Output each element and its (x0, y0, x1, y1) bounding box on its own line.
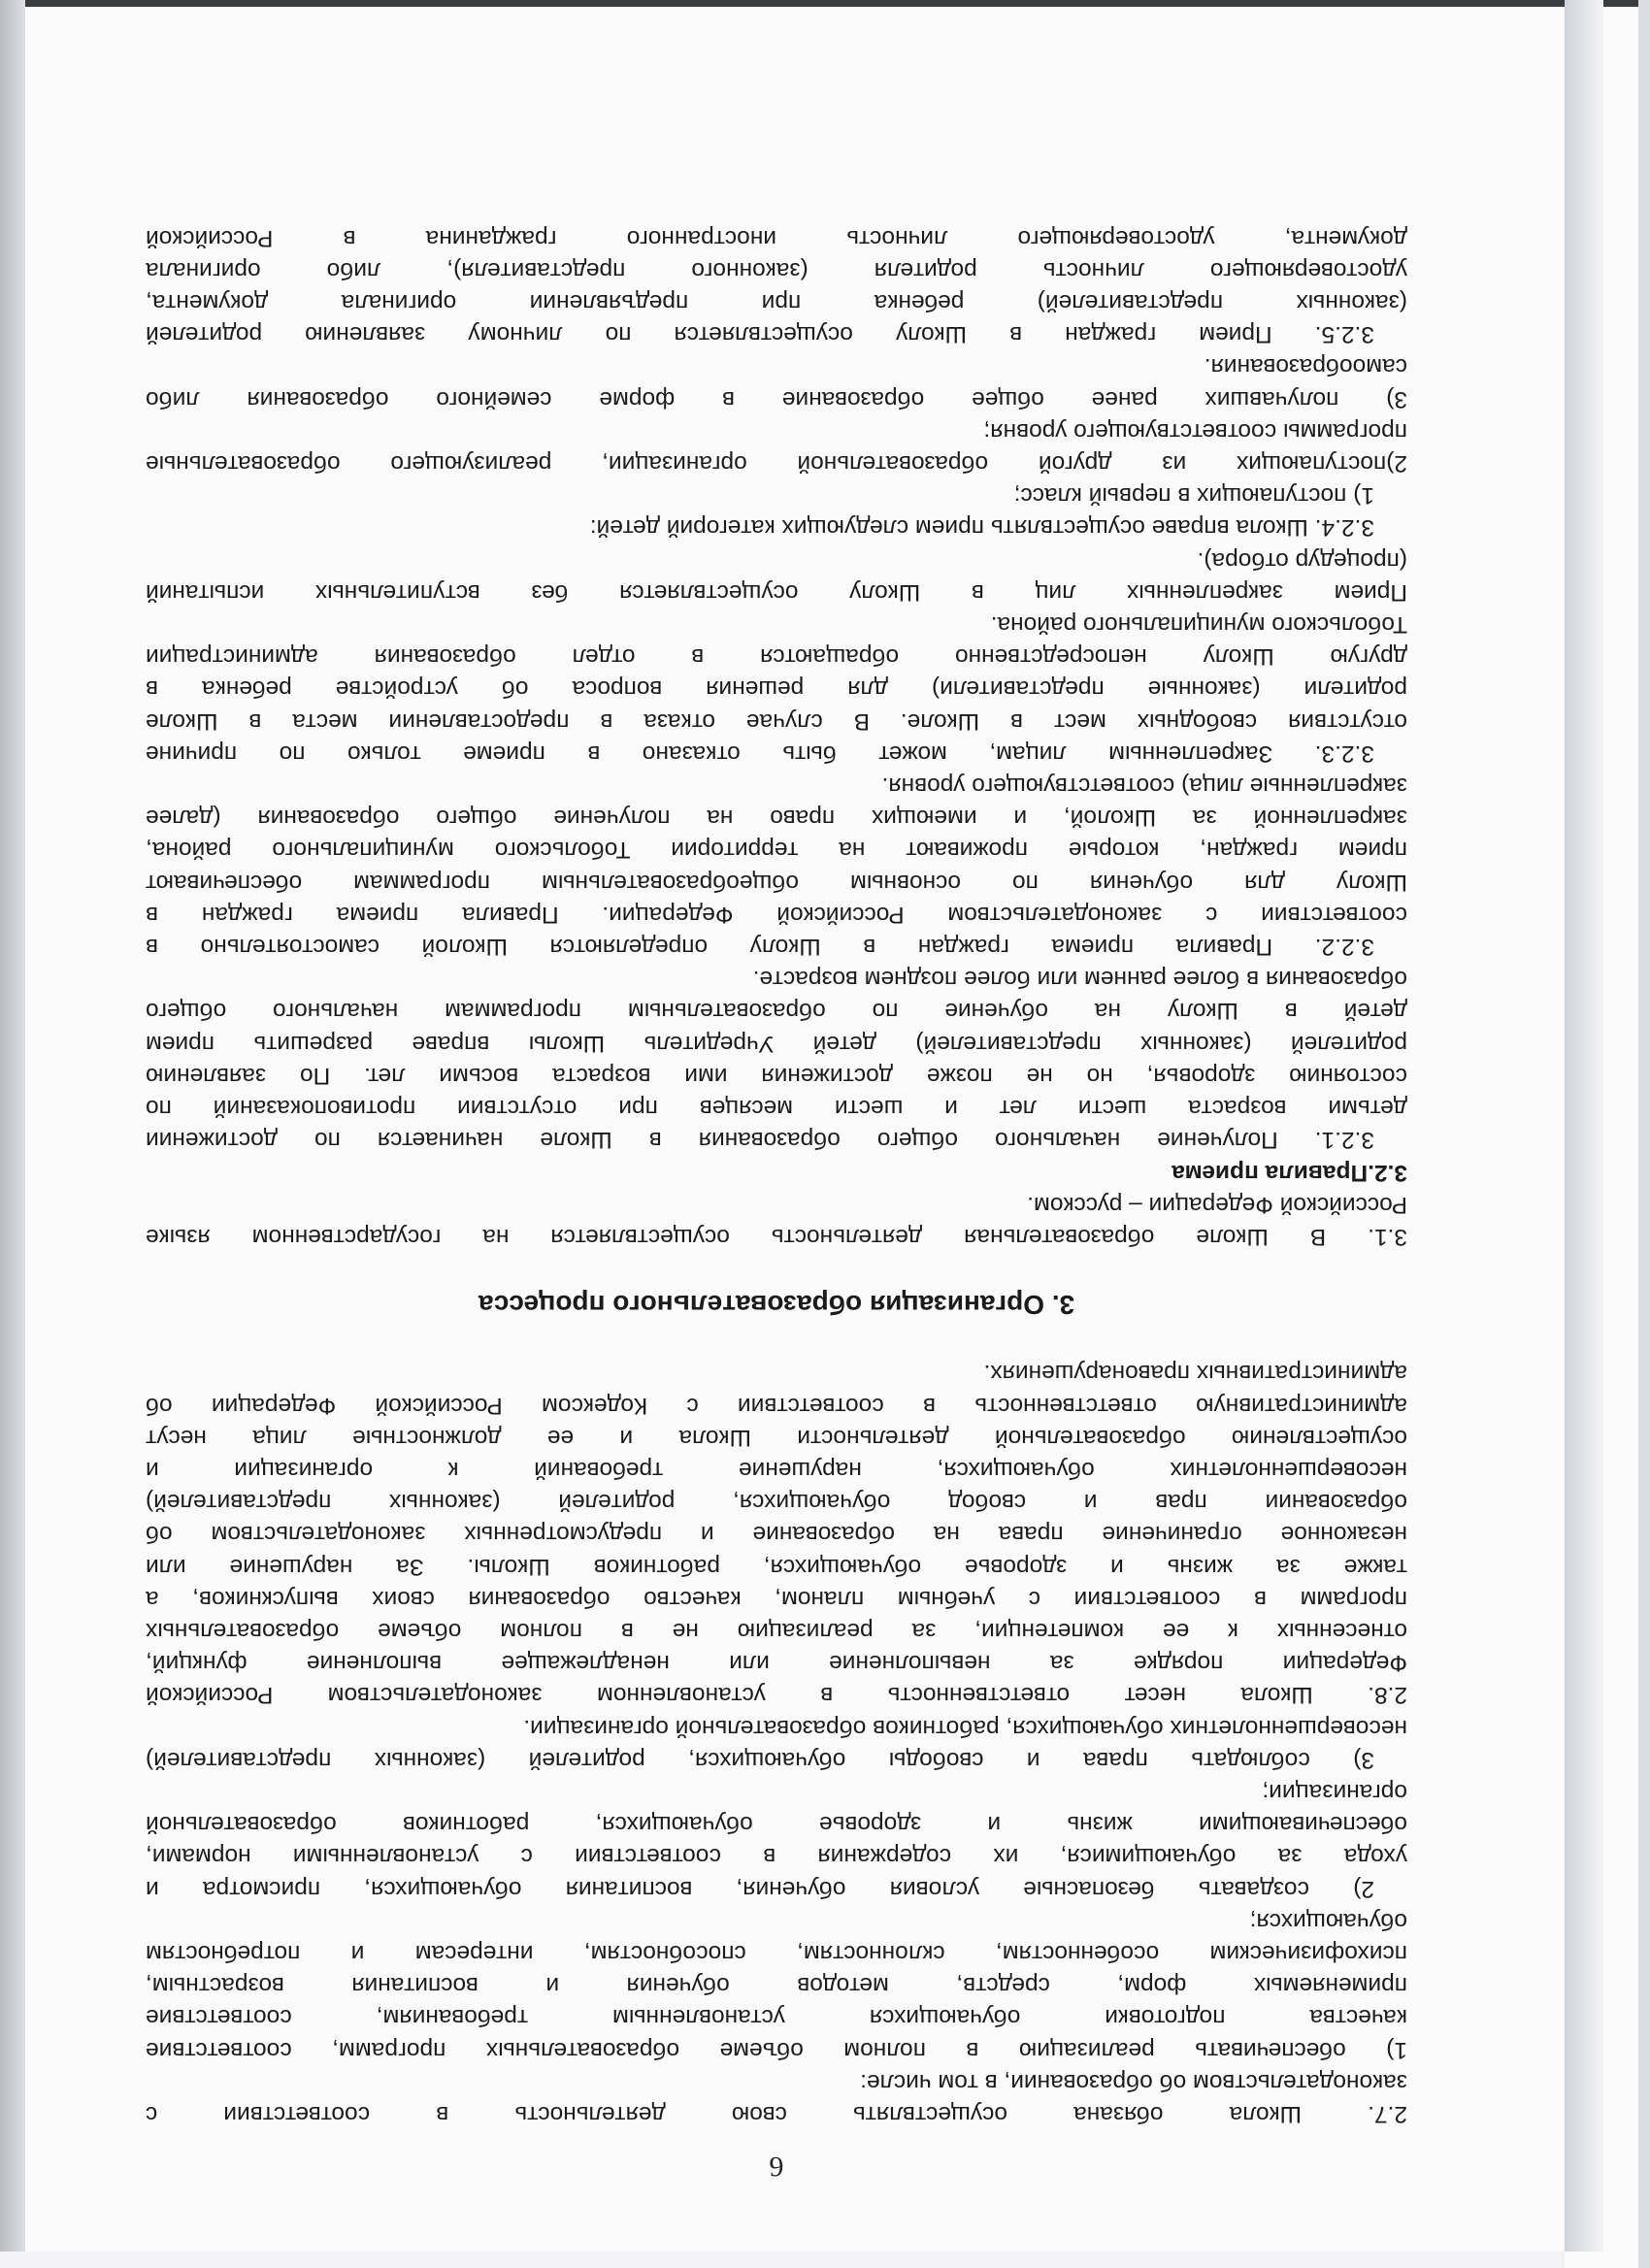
text-line: 3.2.2. Правила приема граждан в Школу определяются Школой самостоятельно в (146, 934, 1374, 961)
text-line: 2.7. Школа обязана осуществлять свою деятельность в соответствии с (146, 2101, 1407, 2127)
text-line: административную ответственность в соответствии с Кодексом Российской Федерации об (146, 1392, 1407, 1419)
list-item: 3) соблюдать права и свободы обучающихся, родителей (законных представителей) (146, 1746, 1374, 1773)
text-line: 2.8. Школа несет ответственность в установленном законодательством Российской (146, 1682, 1407, 1709)
text-line: программ в соответствии с учебным планом, качество образования своих выпускников, а (146, 1585, 1407, 1612)
text-line: программы соответствующего уровня; (983, 417, 1407, 444)
text-line: родители (законные представители) для решения вопроса об устройстве ребенка в (146, 675, 1407, 703)
text-line: закрепленной за Школой, и имеющих право на получение общего образования (далее (146, 805, 1407, 832)
text-line: детей в Школу на обучение по образовательным программам начального общего (146, 998, 1407, 1025)
list-item: 1) поступающих в первый класс; (1013, 482, 1374, 509)
text-line: (законных представителей) ребенка при предъявлении оригинала документа, (146, 289, 1407, 316)
text-line: прием граждан, которые проживают на территории Тобольского муниципального района, (146, 837, 1407, 864)
text-line: 3.2.4. Школа вправе осуществлять прием следующих категорий детей: (589, 514, 1374, 542)
text-line: ухода за обучающимися, их содержания в соответствии с установленными нормами, (146, 1843, 1407, 1870)
text-line: 3.2.1. Получение начального общего образования в Школе начинается по достижении (146, 1127, 1374, 1154)
text-line: образования в более раннем или более позднем возрасте. (752, 966, 1407, 993)
text-line: удостоверяющего личность родителя (законного представителя), либо оригинала (146, 256, 1407, 283)
text-line: несовершеннолетних обучающихся, нарушение требований к организации и (146, 1456, 1407, 1483)
text-line: соответствии с законодательством Российской Федерации. Правила приема граждан в (146, 901, 1407, 928)
text-line: состоянию здоровья, но не позже достижения ими возраста восьми лет. По заявлению (146, 1062, 1407, 1089)
text-line: незаконное ограничение права на образование и предусмотренных законодательством об (146, 1521, 1407, 1548)
text-line: Российской Федерации – русском. (1027, 1191, 1407, 1218)
text-line: психофизическим особенностям, склонностям, способностям, интересам и потребностям (146, 1939, 1407, 1966)
text-line: родителей (законных представителей) детей Учредитель Школы вправе разрешить прием (146, 1030, 1407, 1057)
text-line: (процедур отбора). (1197, 546, 1407, 574)
document-body (146, 221, 1407, 2130)
text-line: обеспечивающими жизнь и здоровье обучающихся, работников образовательной (146, 1811, 1407, 1838)
text-line: качества подготовки обучающихся установленным требованиям, соответствие (146, 2004, 1407, 2031)
text-line: Федерации порядке за невыполнение или ненадлежащее выполнение функций, (146, 1650, 1407, 1677)
text-line: несовершеннолетних обучающихся, работников образовательной организации. (523, 1714, 1407, 1741)
list-item: 2)поступающих из другой образовательной организации, реализующего образовательные (146, 450, 1407, 477)
text-line: обучающихся; (1249, 1907, 1407, 1934)
text-line: закрепленные лица) соответствующего уровня. (881, 772, 1407, 800)
subsection-heading: 3.2.Правила приема (1172, 1159, 1407, 1186)
text-line: законодательством об образовании, в том числе: (860, 2068, 1407, 2095)
text-line: также за жизнь и здоровье обучающихся, работников Школы. За нарушение или (146, 1553, 1407, 1580)
page-number: 6 (769, 2151, 784, 2183)
list-item: 1) обеспечивать реализацию в полном объеме образовательных программ, соответствие (146, 2036, 1407, 2063)
text-line: детьми возраста шести лет и шести месяцев при отсутствии противопоказаний по (146, 1095, 1407, 1122)
text-line: организации; (1262, 1778, 1407, 1805)
text-line: 3.2.5. Прием граждан в Школу осуществляется по личному заявлению родителей (146, 321, 1374, 348)
text-line: документа, удостоверяющего личность иностранного гражданина в Российской (146, 224, 1407, 251)
list-item: 3) получавших ранее общее образование в форме семейного образования либо (146, 385, 1407, 412)
text-line: Прием закрепленных лиц в Школу осуществляется без вступительных испытаний (146, 578, 1407, 606)
text-line: 3.1. В Школе образовательная деятельность осуществляется на государственном языке (146, 1223, 1407, 1250)
text-line: осуществлению образовательной деятельности Школа и ее должностные лица несут (146, 1424, 1407, 1451)
text-line: применяемых форм, средств, методов обучения и воспитания возрастным, (146, 1972, 1407, 1999)
list-item: 2) создавать безопасные условия обучения, воспитания обучающихся, присмотра и (146, 1875, 1374, 1902)
text-line: 3.2.3. Закрепленным лицам, может быть отказано в приеме только по причине (146, 740, 1374, 767)
text-line: Школу для обучения по основным общеобразовательным программам обеспечивают (146, 869, 1407, 896)
section-heading: 3. Организация образовательного процесса (478, 1290, 1075, 1321)
text-line: образовании прав и свобод обучающихся, родителей (законных представителей) (146, 1489, 1407, 1516)
text-line: Тобольского муниципального района. (990, 611, 1407, 639)
text-line: отсутствия свободных мест в Школе. В случае отказа в предоставлении места в Школе (146, 707, 1407, 735)
text-line: отнесенных к ее компетенции, за реализацию не в полном объеме образовательных (146, 1617, 1407, 1644)
text-line: административных правонарушениях. (983, 1360, 1407, 1387)
text-line: самообразования. (1204, 353, 1407, 380)
text-line: другую Школу непосредственно обращаются в отдел образования администрации (146, 643, 1407, 671)
